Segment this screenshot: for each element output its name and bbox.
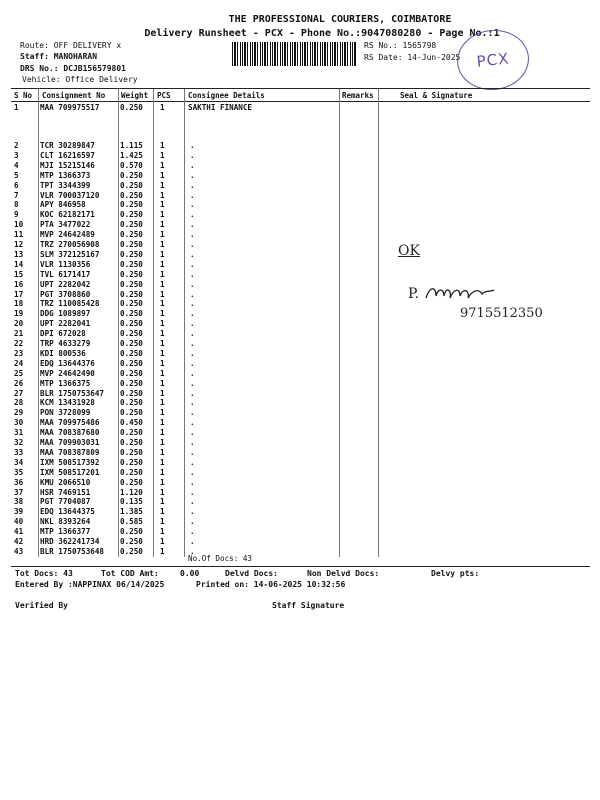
row-weight: 0.250 [120,230,143,240]
row-consignee-detail: . [190,200,195,210]
row-sno: 6 [14,180,19,190]
table-row [0,330,600,339]
row-weight: 0.250 [120,180,143,190]
verified-by: Verified By [15,601,68,610]
row-weight: 0.250 [120,170,143,180]
row-pcs: 1 [160,299,165,309]
row-pcs: 1 [160,103,165,112]
table-row [0,182,600,191]
row-sno: 11 [14,230,24,240]
row-weight: 0.250 [120,210,143,220]
row-consignment-no: KMU 2066510 [40,477,91,487]
row-weight: 0.250 [120,103,143,112]
table-row [0,320,600,329]
row-consignee-detail: . [190,546,195,556]
row-pcs: 1 [160,388,165,398]
table-row [0,261,600,270]
row-consignee-detail: . [190,309,195,319]
table-row [0,142,600,151]
row-sno: 37 [14,487,24,497]
table-row [0,528,600,537]
row-consignment-no: IXM 508517392 [40,457,100,467]
row-weight: 0.250 [120,388,143,398]
row-weight: 0.250 [120,477,143,487]
table-row [0,281,600,290]
row-weight: 1.115 [120,141,143,150]
row-sno: 38 [14,497,24,507]
total-cod-value: 0.00 [180,569,200,578]
table-row [0,459,600,468]
row-consignee-detail: . [190,438,195,447]
staff-signature: Staff Signature [272,601,345,610]
signature-scribble-icon [424,284,496,304]
row-consignment-no: CLT 16216597 [40,150,95,160]
row-consignment-no: SLM 372125167 [40,249,100,259]
table-row [0,538,600,547]
table-row [0,211,600,220]
consignee-detail-first: SAKTHI FINANCE [188,103,253,112]
row-sno: 30 [14,418,24,428]
no-of-docs: No.Of Docs: 43 [188,554,253,563]
row-weight: 0.250 [120,368,143,378]
row-consignee-detail: . [190,467,195,477]
row-pcs: 1 [160,467,165,477]
table-row [0,370,600,379]
row-weight: 0.250 [120,546,143,556]
row-sno: 15 [14,269,24,279]
row-sno: 13 [14,249,24,259]
row-consignee-detail: . [190,319,195,329]
row-sno: 32 [14,438,24,447]
row-sno: 17 [14,289,24,299]
row-sno: 2 [14,141,19,150]
table-row [0,172,600,181]
row-consignment-no: MTP 1366377 [40,527,91,537]
row-weight: 0.250 [120,279,143,289]
row-weight: 0.250 [120,378,143,388]
row-sno: 1 [14,103,19,112]
row-weight: 0.250 [120,348,143,358]
row-consignee-detail: . [190,180,195,190]
row-sno: 41 [14,527,24,537]
row-consignment-no: MAA 708387809 [40,447,100,457]
row-sno: 9 [14,210,19,220]
header-pcs: PCS [157,91,171,100]
row-consignee-detail: . [190,259,195,269]
row-sno: 40 [14,517,24,527]
row-sno: 8 [14,200,19,210]
header-seal-signature: Seal & Signature [400,91,473,100]
row-consignment-no: TPT 3344399 [40,180,91,190]
barcode [232,42,356,66]
table-row [0,231,600,240]
row-weight: 1.120 [120,487,143,497]
row-sno: 22 [14,339,24,348]
row-pcs: 1 [160,249,165,259]
row-consignee-detail: . [190,358,195,368]
row-pcs: 1 [160,329,165,339]
row-pcs: 1 [160,457,165,467]
row-sno: 36 [14,477,24,487]
row-consignee-detail: . [190,378,195,388]
row-pcs: 1 [160,348,165,358]
row-consignee-detail: . [190,517,195,527]
row-consignment-no: MJI 15215146 [40,160,95,170]
row-sno: 26 [14,378,24,388]
row-sno: 42 [14,537,24,546]
table-row [0,498,600,507]
row-consignment-no: EDQ 13644376 [40,358,95,368]
table-top-rule [11,88,590,89]
table-row [0,479,600,488]
row-pcs: 1 [160,487,165,497]
row-consignee-detail: . [190,497,195,507]
row-consignee-detail: . [190,299,195,309]
row-pcs: 1 [160,230,165,240]
row-consignee-detail: . [190,190,195,200]
table-row [0,518,600,527]
row-consignment-no: KDI 800536 [40,348,86,358]
row-sno: 7 [14,190,19,200]
row-pcs: 1 [160,428,165,438]
row-consignment-no: PTA 3477022 [40,220,91,230]
row-consignee-detail: . [190,447,195,457]
table-row [0,508,600,517]
non-delivered-docs: Non Delvd Docs: [307,569,380,578]
row-pcs: 1 [160,368,165,378]
row-weight: 0.250 [120,319,143,329]
table-row [0,221,600,230]
row-consignee-detail: . [190,230,195,240]
row-pcs: 1 [160,358,165,368]
row-pcs: 1 [160,447,165,457]
row-pcs: 1 [160,517,165,527]
row-pcs: 1 [160,339,165,348]
row-weight: 1.425 [120,150,143,160]
row-pcs: 1 [160,378,165,388]
row-consignee-detail: . [190,339,195,348]
table-bottom-rule [11,566,590,567]
header-sno: S No [14,91,33,100]
table-row [0,390,600,399]
table-row [0,291,600,300]
total-cod-label: Tot COD Amt: [101,569,159,578]
row-consignment-no: HSR 7469151 [40,487,91,497]
table-row [0,104,600,113]
row-consignment-no: VLR 1130356 [40,259,91,269]
row-sno: 20 [14,319,24,329]
row-weight: 0.250 [120,309,143,319]
row-weight: 0.250 [120,190,143,200]
company-title: THE PROFESSIONAL COURIERS, COIMBATORE [228,14,452,25]
row-consignment-no: TRP 4633279 [40,339,91,348]
row-sno: 33 [14,447,24,457]
table-row [0,152,600,161]
row-consignment-no: MAA 709975517 [40,103,100,112]
row-consignee-detail: . [190,398,195,408]
row-weight: 0.450 [120,418,143,428]
row-sno: 4 [14,160,19,170]
row-consignment-no: APY 846958 [40,200,86,210]
row-consignment-no: MAA 709975486 [40,418,100,428]
row-pcs: 1 [160,289,165,299]
row-consignment-no: MVP 24642490 [40,368,95,378]
table-row [0,429,600,438]
row-weight: 0.250 [120,527,143,537]
row-weight: 0.585 [120,517,143,527]
row-consignee-detail: . [190,507,195,517]
row-consignee-detail: . [190,428,195,438]
row-consignment-no: DDG 1089897 [40,309,91,319]
printed-on: Printed on: 14-06-2025 10:32:56 [196,580,346,589]
row-consignment-no: NKL 8393264 [40,517,91,527]
row-weight: 0.250 [120,220,143,230]
row-consignment-no: BLR 1750753648 [40,546,105,556]
table-row [0,439,600,448]
row-pcs: 1 [160,497,165,507]
row-consignee-detail: . [190,269,195,279]
table-row [0,340,600,349]
row-pcs: 1 [160,477,165,487]
row-consignment-no: UPT 2282041 [40,319,91,329]
row-pcs: 1 [160,269,165,279]
row-consignee-detail: . [190,487,195,497]
table-row [0,271,600,280]
table-row [0,419,600,428]
table-header-rule [11,101,590,102]
rs-date: RS Date: 14-Jun-2025 [364,53,461,62]
staff-label: Staff: MANOHARAN [20,52,98,61]
row-weight: 0.250 [120,358,143,368]
row-sno: 34 [14,457,24,467]
row-weight: 0.250 [120,200,143,210]
row-sno: 25 [14,368,24,378]
header-weight: Weight [121,91,149,100]
row-pcs: 1 [160,200,165,210]
row-consignment-no: MTP 1366373 [40,170,91,180]
row-weight: 0.250 [120,249,143,259]
row-consignee-detail: . [190,289,195,299]
rs-number: RS No.: 1565798 [364,41,437,50]
row-weight: 0.250 [120,339,143,348]
row-consignment-no: BLR 1750753647 [40,388,105,398]
table-row [0,489,600,498]
row-consignment-no: KOC 62182171 [40,210,95,220]
row-consignment-no: HRD 362241734 [40,537,100,546]
row-weight: 0.250 [120,398,143,408]
table-row [0,360,600,369]
row-weight: 0.250 [120,299,143,309]
row-consignee-detail: . [190,240,195,249]
row-pcs: 1 [160,319,165,329]
row-consignee-detail: . [190,457,195,467]
row-pcs: 1 [160,398,165,408]
table-row [0,380,600,389]
row-pcs: 1 [160,527,165,537]
row-sno: 29 [14,408,24,418]
table-row [0,201,600,210]
vehicle-label: Vehicle: Office Delivery [22,75,138,84]
drs-number: DRS No.: DCJB156579801 [20,64,126,73]
row-pcs: 1 [160,546,165,556]
row-weight: 0.250 [120,428,143,438]
row-sno: 10 [14,220,24,230]
row-consignee-detail: . [190,249,195,259]
row-sno: 27 [14,388,24,398]
row-sno: 16 [14,279,24,289]
row-pcs: 1 [160,160,165,170]
row-consignee-detail: . [190,408,195,418]
row-sno: 3 [14,150,19,160]
table-row [0,449,600,458]
row-consignee-detail: . [190,477,195,487]
row-consignee-detail: . [190,329,195,339]
table-row [0,469,600,478]
row-pcs: 1 [160,408,165,418]
row-pcs: 1 [160,309,165,319]
row-consignee-detail: . [190,141,195,150]
row-consignment-no: TRZ 270056908 [40,240,100,249]
row-pcs: 1 [160,507,165,517]
row-pcs: 1 [160,279,165,289]
row-consignment-no: PGT 7704087 [40,497,91,507]
entered-by: Entered By :NAPPINAX 06/14/2025 [15,580,165,589]
handwritten-signature [408,284,496,304]
row-consignment-no: KCM 13431928 [40,398,95,408]
row-weight: 0.250 [120,447,143,457]
row-consignment-no: VLR 700037120 [40,190,100,200]
row-pcs: 1 [160,259,165,269]
row-sno: 19 [14,309,24,319]
table-row [0,548,600,557]
row-consignment-no: MVP 24642489 [40,230,95,240]
signature-initial: P. [408,286,420,302]
row-consignee-detail: . [190,220,195,230]
table-row [0,192,600,201]
header-remarks: Remarks [342,91,374,100]
row-sno: 18 [14,299,24,309]
row-weight: 0.250 [120,457,143,467]
row-sno: 23 [14,348,24,358]
table-row [0,350,600,359]
row-sno: 14 [14,259,24,269]
row-consignment-no: MAA 708387680 [40,428,100,438]
row-weight: 0.250 [120,259,143,269]
row-consignment-no: PGT 3708860 [40,289,91,299]
row-consignee-detail: . [190,537,195,546]
row-consignment-no: PON 3728099 [40,408,91,418]
row-weight: 1.385 [120,507,143,517]
row-consignment-no: MTP 1366375 [40,378,91,388]
delivery-points: Delvy pts: [431,569,480,578]
row-consignee-detail: . [190,527,195,537]
row-pcs: 1 [160,220,165,230]
table-row [0,399,600,408]
row-pcs: 1 [160,190,165,200]
row-weight: 0.250 [120,269,143,279]
row-pcs: 1 [160,537,165,546]
row-consignee-detail: . [190,150,195,160]
row-consignment-no: TRZ 110085428 [40,299,100,309]
table-row [0,409,600,418]
row-pcs: 1 [160,170,165,180]
row-consignment-no: UPT 2282042 [40,279,91,289]
row-consignee-detail: . [190,210,195,220]
header-consignee-details: Consignee Details [188,91,265,100]
row-weight: 0.250 [120,467,143,477]
row-consignee-detail: . [190,160,195,170]
row-weight: 0.250 [120,408,143,418]
row-consignment-no: TVL 6171417 [40,269,91,279]
delivered-docs: Delvd Docs: [225,569,278,578]
row-sno: 35 [14,467,24,477]
row-pcs: 1 [160,418,165,428]
row-consignment-no: TCR 30289847 [40,141,95,150]
row-weight: 0.250 [120,537,143,546]
row-sno: 28 [14,398,24,408]
row-pcs: 1 [160,438,165,447]
row-pcs: 1 [160,240,165,249]
header-consignment: Consignment No [42,91,106,100]
row-sno: 39 [14,507,24,517]
row-sno: 24 [14,358,24,368]
row-consignee-detail: . [190,368,195,378]
row-sno: 12 [14,240,24,249]
runsheet-subtitle: Delivery Runsheet - PCX - Phone No.:9047080280 - Page No.:1 [144,28,500,39]
row-sno: 31 [14,428,24,438]
row-weight: 0.250 [120,438,143,447]
handwritten-ok: OK [398,243,420,259]
row-consignment-no: IXM 508517201 [40,467,100,477]
row-weight: 0.135 [120,497,143,507]
row-weight: 0.570 [120,160,143,170]
pcx-stamp: PCX [454,26,532,93]
row-weight: 0.250 [120,240,143,249]
row-consignment-no: MAA 709903031 [40,438,100,447]
row-consignee-detail: . [190,348,195,358]
row-sno: 5 [14,170,19,180]
row-weight: 0.250 [120,289,143,299]
row-weight: 0.250 [120,329,143,339]
total-docs: Tot Docs: 43 [15,569,73,578]
table-row [0,241,600,250]
row-pcs: 1 [160,141,165,150]
row-consignee-detail: . [190,279,195,289]
row-consignee-detail: . [190,418,195,428]
row-pcs: 1 [160,150,165,160]
row-pcs: 1 [160,210,165,220]
table-row [0,162,600,171]
row-consignee-detail: . [190,388,195,398]
row-pcs: 1 [160,180,165,190]
row-sno: 21 [14,329,24,339]
table-row [0,251,600,260]
row-consignee-detail: . [190,170,195,180]
handwritten-phone: 9715512350 [460,306,543,321]
row-sno: 43 [14,546,24,556]
route-label: Route: OFF DELIVERY x [20,41,122,50]
row-consignment-no: DPI 672028 [40,329,86,339]
row-consignment-no: EDQ 13644375 [40,507,95,517]
